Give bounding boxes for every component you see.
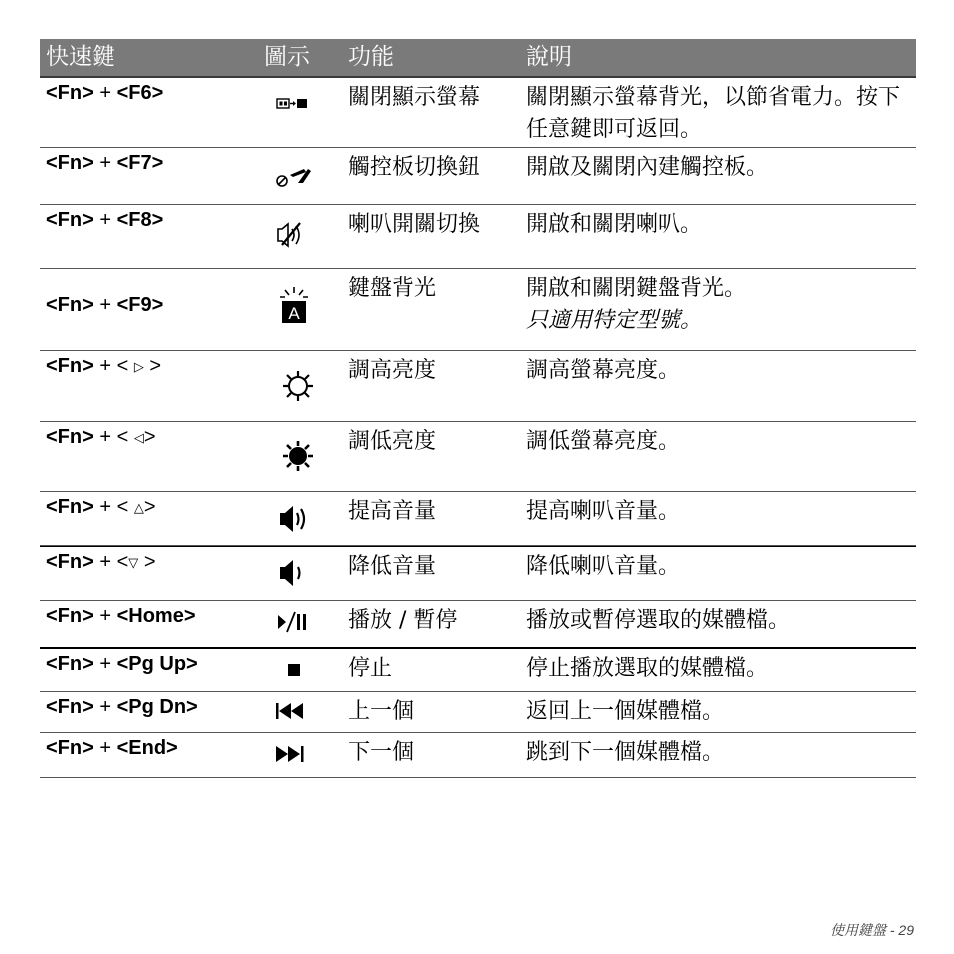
shortcut-key: <Fn> + <F7> bbox=[46, 152, 164, 174]
model-note: 只適用特定型號。 bbox=[526, 308, 703, 333]
keyboard-backlight-icon bbox=[268, 269, 318, 350]
shortcut-key: <Fn> + <End> bbox=[46, 737, 178, 759]
description: 返回上一個媒體檔。 bbox=[526, 699, 725, 724]
shortcut-key: <Fn> + <F8> bbox=[46, 209, 164, 231]
description: 停止播放選取的媒體檔。 bbox=[526, 656, 769, 681]
next-track-icon bbox=[268, 733, 318, 777]
function-label: 喇叭開關切換 bbox=[348, 212, 481, 237]
function-label: 上一個 bbox=[348, 699, 415, 724]
function-label: 提高音量 bbox=[348, 499, 437, 524]
description: 開啟及關閉內建觸控板。 bbox=[526, 155, 769, 180]
description: 提高喇叭音量。 bbox=[526, 499, 681, 524]
description: 關閉顯示螢幕背光，以節省電力。按下任意鍵即可返回。 bbox=[526, 85, 901, 142]
function-label: 調低亮度 bbox=[348, 429, 437, 454]
table-row bbox=[40, 422, 916, 492]
table-row bbox=[40, 733, 916, 778]
function-label: 調高亮度 bbox=[348, 358, 437, 383]
description: 跳到下一個媒體檔。 bbox=[526, 740, 725, 765]
display-off-icon bbox=[268, 78, 318, 147]
shortcut-key: <Fn> + < ◁> bbox=[46, 426, 156, 448]
header-description: 說明 bbox=[526, 44, 572, 70]
shortcut-key: <Fn> + <Home> bbox=[46, 605, 196, 627]
shortcut-key: <Fn> + <▽ > bbox=[46, 551, 156, 573]
stop-icon bbox=[268, 649, 318, 691]
function-label: 停止 bbox=[348, 656, 393, 681]
table-row bbox=[40, 78, 916, 148]
function-label: 觸控板切換鈕 bbox=[348, 155, 481, 180]
table-row bbox=[40, 601, 916, 649]
page-footer: 使用鍵盤 - 29 bbox=[829, 922, 914, 938]
function-label: 下一個 bbox=[348, 740, 415, 765]
table-row bbox=[40, 492, 916, 546]
description: 播放或暫停選取的媒體檔。 bbox=[526, 608, 791, 633]
description: 降低喇叭音量。 bbox=[526, 554, 681, 579]
table-row bbox=[40, 692, 916, 733]
shortcut-table bbox=[40, 39, 916, 778]
function-label: 降低音量 bbox=[348, 554, 437, 579]
function-label: 關閉顯示螢幕 bbox=[348, 85, 481, 110]
table-row bbox=[40, 351, 916, 422]
table-row bbox=[40, 148, 916, 205]
shortcut-key: <Fn> + <Pg Up> bbox=[46, 653, 198, 675]
description: 開啟和關閉喇叭。 bbox=[526, 212, 703, 237]
description: 調高螢幕亮度。 bbox=[526, 358, 681, 383]
description-text: 開啟和關閉鍵盤背光。 bbox=[526, 276, 747, 301]
description bbox=[526, 273, 906, 337]
brightness-up-icon bbox=[268, 351, 318, 421]
table-row bbox=[40, 546, 916, 601]
shortcut-key: <Fn> + < ▷ > bbox=[46, 355, 162, 377]
shortcut-key: <Fn> + <Pg Dn> bbox=[46, 696, 198, 718]
shortcut-key: <Fn> + <F9> bbox=[46, 294, 164, 316]
speaker-mute-icon bbox=[268, 205, 318, 268]
header-icon: 圖示 bbox=[264, 44, 310, 70]
volume-up-icon bbox=[268, 492, 318, 545]
header-function: 功能 bbox=[348, 44, 394, 70]
play-pause-icon bbox=[268, 601, 318, 647]
table-row bbox=[40, 205, 916, 269]
table-header bbox=[40, 39, 916, 78]
description: 調低螢幕亮度。 bbox=[526, 429, 681, 454]
brightness-down-icon bbox=[268, 422, 318, 491]
touchpad-toggle-icon bbox=[268, 148, 318, 204]
header-key: 快速鍵 bbox=[46, 44, 115, 70]
volume-down-icon bbox=[268, 547, 318, 600]
svg-text:A: A bbox=[288, 304, 300, 323]
function-label: 鍵盤背光 bbox=[348, 276, 437, 301]
table-row bbox=[40, 269, 916, 351]
shortcut-key: <Fn> + <F6> bbox=[46, 82, 164, 104]
function-label: 播放 / 暫停 bbox=[348, 608, 458, 633]
previous-track-icon bbox=[268, 692, 318, 732]
shortcut-key: <Fn> + < △> bbox=[46, 496, 156, 518]
table-row bbox=[40, 649, 916, 692]
